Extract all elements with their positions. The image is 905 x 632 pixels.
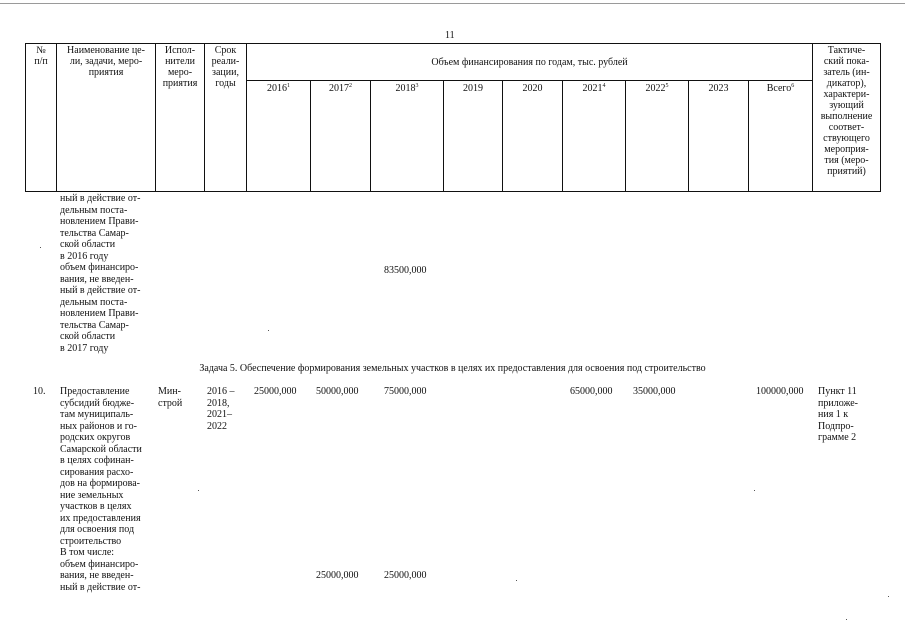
- row-value-2016: 25000,000: [254, 386, 297, 397]
- scan-speck: [198, 490, 199, 491]
- scan-speck: [888, 596, 889, 597]
- row-executor: Мин- строй: [158, 386, 183, 409]
- header-number: № п/п: [34, 45, 48, 67]
- header-year-2022: 2022$^5$: [645, 83, 669, 94]
- header-year-2019: 2019: [463, 83, 483, 94]
- header-indicator: Тактиче- ский пока- затель (ин- дикатор), характери- зующий выполнение соответ- ствующего мероприя- тия (меро- приятий): [820, 45, 873, 177]
- row-value-2021: 65000,000: [570, 386, 613, 397]
- page-number: 11: [445, 30, 455, 41]
- header-year-2021: 2021$^4$: [582, 83, 606, 94]
- header-year-2020: 2020: [522, 83, 543, 94]
- header-funding: Объем финансирования по годам, тыс. рублей: [431, 57, 628, 68]
- row-number: 10.: [33, 386, 46, 397]
- header-year-2018: 2018$^3$: [395, 83, 419, 94]
- row-term: 2016 – 2018, 2021– 2022: [207, 386, 235, 432]
- header-year-2017: 2017$^2$: [329, 83, 352, 94]
- top-border-line: [0, 3, 905, 4]
- scan-speck: [846, 619, 847, 620]
- row-value-2017: 50000,000: [316, 386, 359, 397]
- continuation-text: ный в действие от- дельным поста- новлением Прави- тельства Самар- ской области в 2016 году объем финансиро- вания, не введен- ный в действие от- дельным поста- новлением Прави- тельства Самар- ской области в 2017 году: [60, 193, 141, 354]
- header-year-2023: 2023: [708, 83, 729, 94]
- header-name: Наименование це- ли, задачи, меро- приятия: [67, 45, 145, 78]
- row-value-2018: 75000,000: [384, 386, 427, 397]
- header-executor: Испол- нители меро- приятия: [162, 45, 198, 89]
- row-sub-value-2018: 25000,000: [384, 570, 427, 581]
- scan-speck: [754, 490, 755, 491]
- scan-speck: [40, 247, 41, 248]
- row-name: Предоставление субсидий бюдже- там муниципаль- ных районов и го- родских округов Самарской области в целях софинан- сирования расхо- дов на формирова- ние земельных участков в целях их предоставления для освоения под строительство В том числе: объем финансиро- вания, не введен- ный в действие от-: [60, 386, 142, 593]
- continuation-value-2018: 83500,000: [384, 265, 427, 276]
- scan-speck: [268, 330, 269, 331]
- row-indicator: Пункт 11 приложе- ния 1 к Подпро- грамме 2: [818, 386, 858, 443]
- header-term: Срок реали- зации, годы: [211, 45, 240, 89]
- row-total: 100000,000: [756, 386, 804, 397]
- row-value-2022: 35000,000: [633, 386, 676, 397]
- header-year-2016: 2016$^1$: [267, 83, 290, 94]
- scan-speck: [516, 580, 517, 581]
- header-total: Всего$^6$: [766, 83, 795, 94]
- row-sub-value-2017: 25000,000: [316, 570, 359, 581]
- task-heading: Задача 5. Обеспечение формирования земельных участков в целях их предоставления для освоения под строительство: [199, 363, 706, 374]
